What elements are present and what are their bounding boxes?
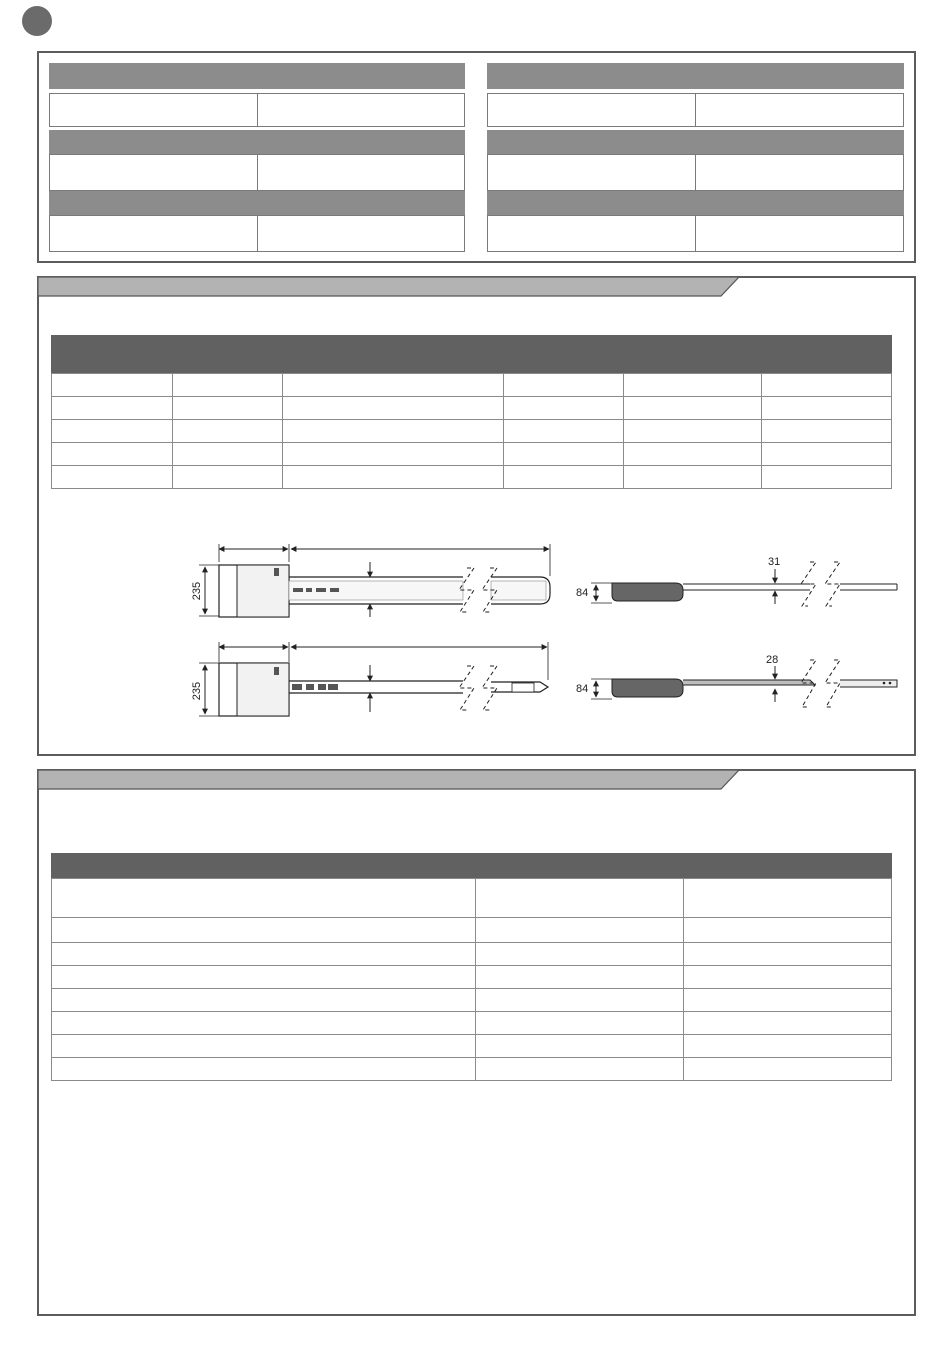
table-row	[52, 1058, 892, 1081]
table-row	[52, 397, 892, 420]
models-section-banner	[38, 277, 740, 297]
table-row	[52, 989, 892, 1012]
top-front-view	[191, 544, 550, 617]
spec-right-header-1	[487, 63, 904, 89]
spec-left-row-1	[49, 93, 465, 127]
bottom-side-height-label: 84	[576, 683, 589, 695]
spec-left-header-3	[49, 191, 465, 215]
spec-right-row-3	[487, 215, 904, 252]
table-row	[52, 966, 892, 989]
table-row	[52, 466, 892, 489]
spec-right-header-2	[487, 130, 904, 154]
top-front-height-label: 235	[191, 581, 203, 601]
table-row	[52, 443, 892, 466]
models-table	[51, 373, 892, 489]
bottom-side-rail-label: 28	[766, 654, 779, 666]
bottom-side-view	[576, 654, 897, 707]
table-row	[52, 1012, 892, 1035]
table-row	[52, 1035, 892, 1058]
dimension-drawing	[180, 535, 920, 725]
top-side-height-label: 84	[576, 587, 589, 599]
tech-table	[51, 878, 892, 1081]
spec-right-row-2	[487, 154, 904, 191]
table-row	[52, 918, 892, 943]
table-row	[52, 943, 892, 966]
spec-left-row-3	[49, 215, 465, 252]
top-side-rail-label: 31	[768, 556, 781, 568]
bottom-front-height-label: 235	[191, 681, 203, 701]
bottom-front-view	[191, 642, 548, 716]
spec-left-header-1	[49, 63, 465, 89]
page-marker-dot	[22, 6, 52, 36]
tech-table-header	[51, 853, 892, 878]
spec-left-row-2	[49, 154, 465, 191]
tech-data-section-banner	[38, 770, 740, 790]
spec-right-header-3	[487, 191, 904, 215]
top-side-view	[576, 556, 897, 606]
table-row	[52, 879, 892, 918]
models-table-header	[51, 335, 892, 373]
spec-right-row-1	[487, 93, 904, 127]
table-row	[52, 374, 892, 397]
table-row	[52, 420, 892, 443]
spec-left-header-2	[49, 130, 465, 154]
